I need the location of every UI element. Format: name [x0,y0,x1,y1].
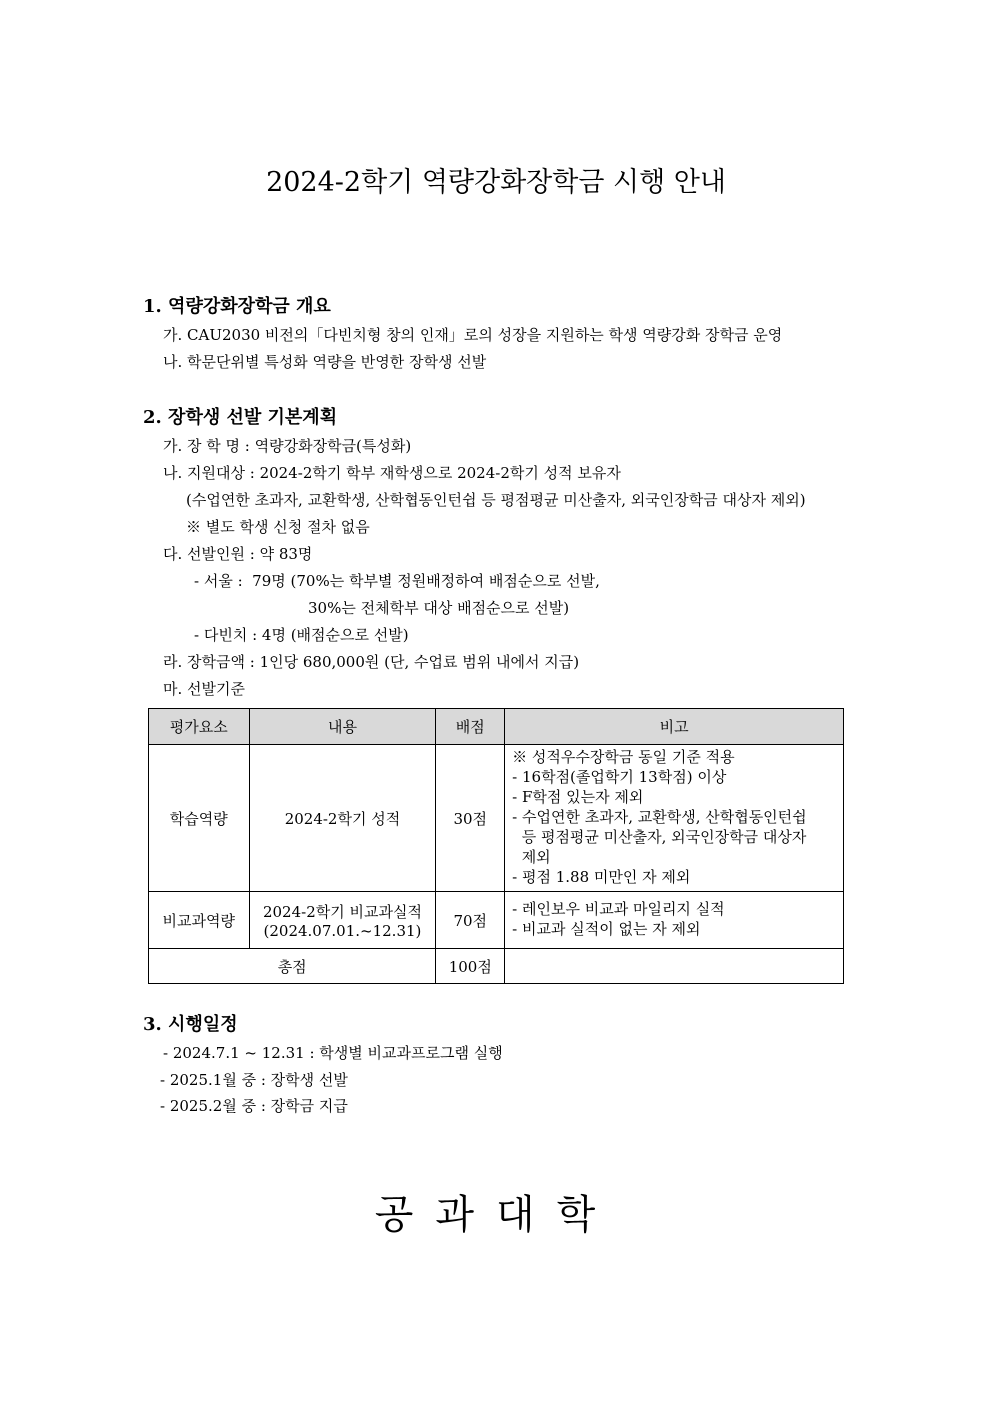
content-period: (2024.07.01.~12.31) [263,921,422,940]
table-total-row [149,949,844,984]
content-cell: 2024-2학기 성적 [249,745,436,892]
table-row [149,745,844,892]
total-score: 100점 [436,949,505,984]
selection-count-line: 다. 선발인원 : 약 83명 [163,545,313,563]
note-line: - 16학점(졸업학기 13학점) 이상 [512,768,727,786]
note-cell [505,745,844,892]
criteria-label: 마. 선발기준 [163,680,245,698]
header-factor: 평가요소 [149,709,250,745]
eligibility-line: 나. 지원대상 : 2024-2학기 학부 재학생으로 2024-2학기 성적 보유자 [163,464,621,482]
schedule-item: - 2025.2월 중 : 장학금 지급 [160,1097,348,1115]
section-3-heading: 3. 시행일정 [143,1014,238,1035]
section-1-heading: 1. 역량강화장학금 개요 [143,296,331,317]
seoul-quota-line: - 서울 : 79명 (70%는 학부별 정원배정하여 배점순으로 선발, [194,572,600,590]
note-line: 제외 [512,848,551,866]
section-1-item: 가. CAU2030 비전의「다빈치형 창의 인재」로의 성장을 지원하는 학생 역량강화 장학금 운영 [163,326,783,344]
schedule-item: - 2025.1월 중 : 장학생 선발 [160,1071,348,1089]
selection-criteria-table [148,708,844,984]
factor-cell: 학습역량 [149,745,250,892]
score-cell: 70점 [436,892,505,949]
table-row [149,892,844,949]
total-label: 총점 [149,949,436,984]
header-note: 비고 [505,709,844,745]
section-2-heading: 2. 장학생 선발 기본계획 [143,407,338,428]
schedule-item: - 2024.7.1 ~ 12.31 : 학생별 비교과프로그램 실행 [163,1044,503,1062]
note-line: ※ 성적우수장학금 동일 기준 적용 [512,748,735,766]
document-title: 2024-2학기 역량강화장학금 시행 안내 [266,167,726,198]
total-note [505,949,844,984]
note-line: - F학점 있는자 제외 [512,788,644,806]
note-line: - 비교과 실적이 없는 자 제외 [512,920,701,938]
note-line: - 레인보우 비교과 마일리지 실적 [512,900,725,918]
scholarship-name-line: 가. 장 학 명 : 역량강화장학금(특성화) [163,437,412,455]
content-line: 2024-2학기 비교과실적 [262,902,422,921]
content-cell [249,892,436,949]
davinci-quota-line: - 다빈치 : 4명 (배점순으로 선발) [194,626,409,644]
eligibility-exclusion-line: (수업연한 초과자, 교환학생, 산학협동인턴쉽 등 평점평균 미산출자, 외국인장학금 대상자 제외) [186,491,806,509]
note-line: - 평점 1.88 미만인 자 제외 [512,868,691,886]
note-cell [505,892,844,949]
table-header-row [149,709,844,745]
factor-cell: 비교과역량 [149,892,250,949]
header-score: 배점 [436,709,505,745]
note-line: 등 평점평균 미산출자, 외국인장학금 대상자 [512,828,807,846]
note-line: - 수업연한 초과자, 교환학생, 산학협동인턴쉽 [512,808,807,826]
score-cell: 30점 [436,745,505,892]
section-1-item: 나. 학문단위별 특성화 역량을 반영한 장학생 선발 [163,353,487,371]
seoul-quota-line-2: 30%는 전체학부 대상 배점순으로 선발) [308,599,570,617]
amount-line: 라. 장학금액 : 1인당 680,000원 (단, 수업료 범위 내에서 지급) [163,653,580,671]
issuing-organization: 공과대학 [374,1192,618,1238]
no-application-note: ※ 별도 학생 신청 절차 없음 [186,518,370,536]
header-content: 내용 [249,709,436,745]
